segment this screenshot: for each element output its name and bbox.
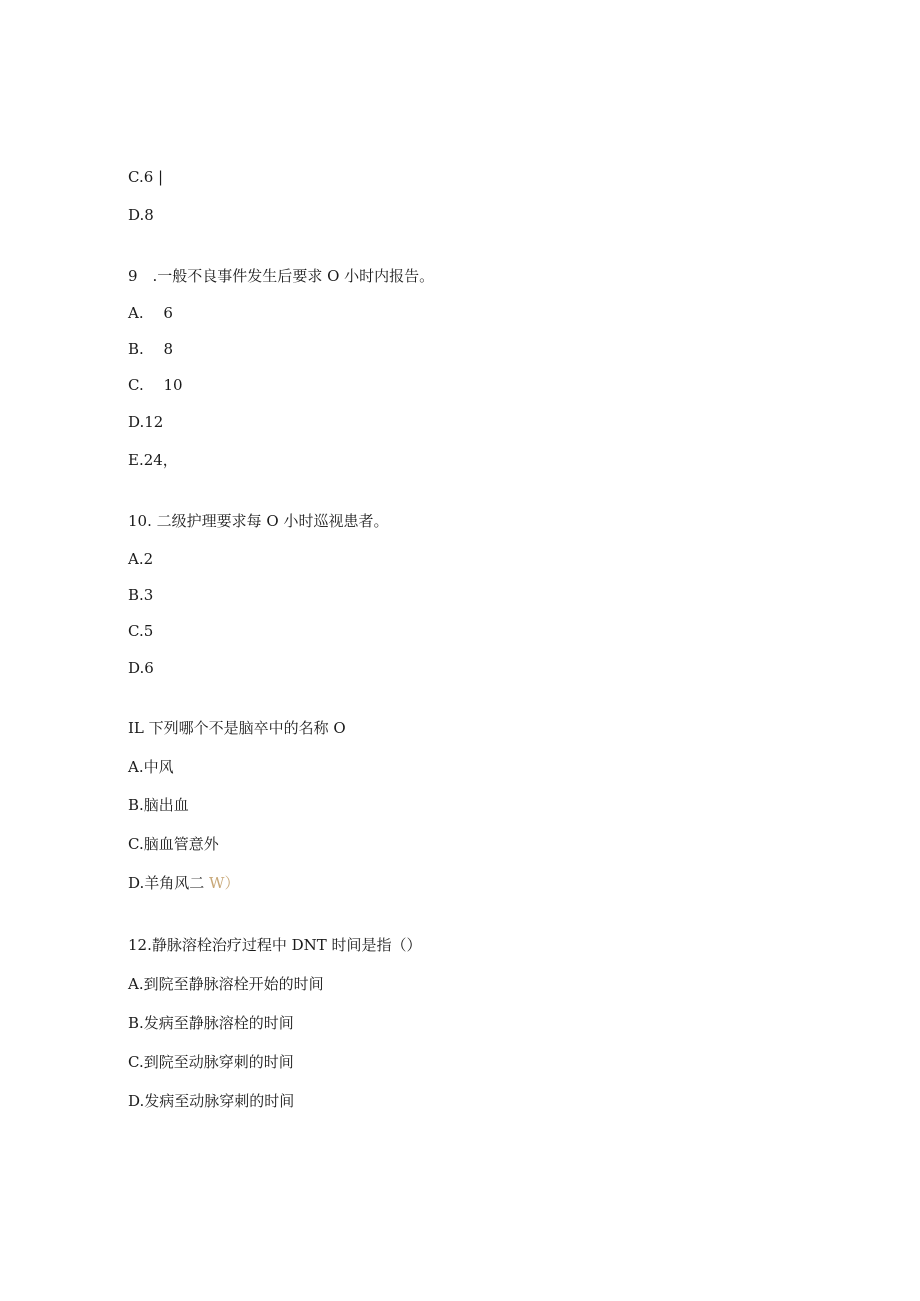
q8-option-d: D.8 [128, 206, 154, 224]
q12-question: 12.静脉溶栓治疗过程中 DNT 时间是指（） [128, 936, 422, 954]
q11-option-a: A.中风 [128, 758, 174, 776]
q10-option-a: A.2 [128, 550, 154, 568]
q8-option-c: C.6 | [128, 168, 164, 186]
q11-option-c: C.脑血管意外 [128, 835, 219, 853]
q10-option-b: B.3 [128, 586, 154, 604]
q9-option-d: D.12 [128, 413, 164, 431]
q9-question: 9 .一般不良事件发生后要求 O 小时内报告。 [128, 267, 435, 285]
q11-option-b: B.脑出血 [128, 796, 189, 814]
q12-option-c: C.到院至动脉穿刺的时间 [128, 1053, 294, 1071]
q9-option-c: C. 10 [128, 376, 183, 394]
q12-option-b: B.发病至静脉溶栓的时间 [128, 1014, 294, 1032]
q12-option-d: D.发病至动脉穿刺的时间 [128, 1092, 295, 1110]
q12-option-a: A.到院至静脉溶栓开始的时间 [128, 975, 324, 993]
q9-option-b: B. 8 [128, 340, 174, 358]
q9-option-e: E.24， [128, 451, 178, 469]
q9-option-a: A. 6 [128, 304, 173, 322]
q11-question: IL 下列哪个不是脑卒中的名称 O [128, 719, 346, 737]
q10-option-c: C.5 [128, 622, 154, 640]
q11-option-d-mark: W） [209, 874, 240, 892]
q11-option-d-row [128, 873, 239, 893]
q10-option-d: D.6 [128, 659, 154, 677]
q11-option-d: D.羊角风二 [128, 874, 205, 892]
q10-question: 10. 二级护理要求每 O 小时巡视患者。 [128, 512, 389, 530]
